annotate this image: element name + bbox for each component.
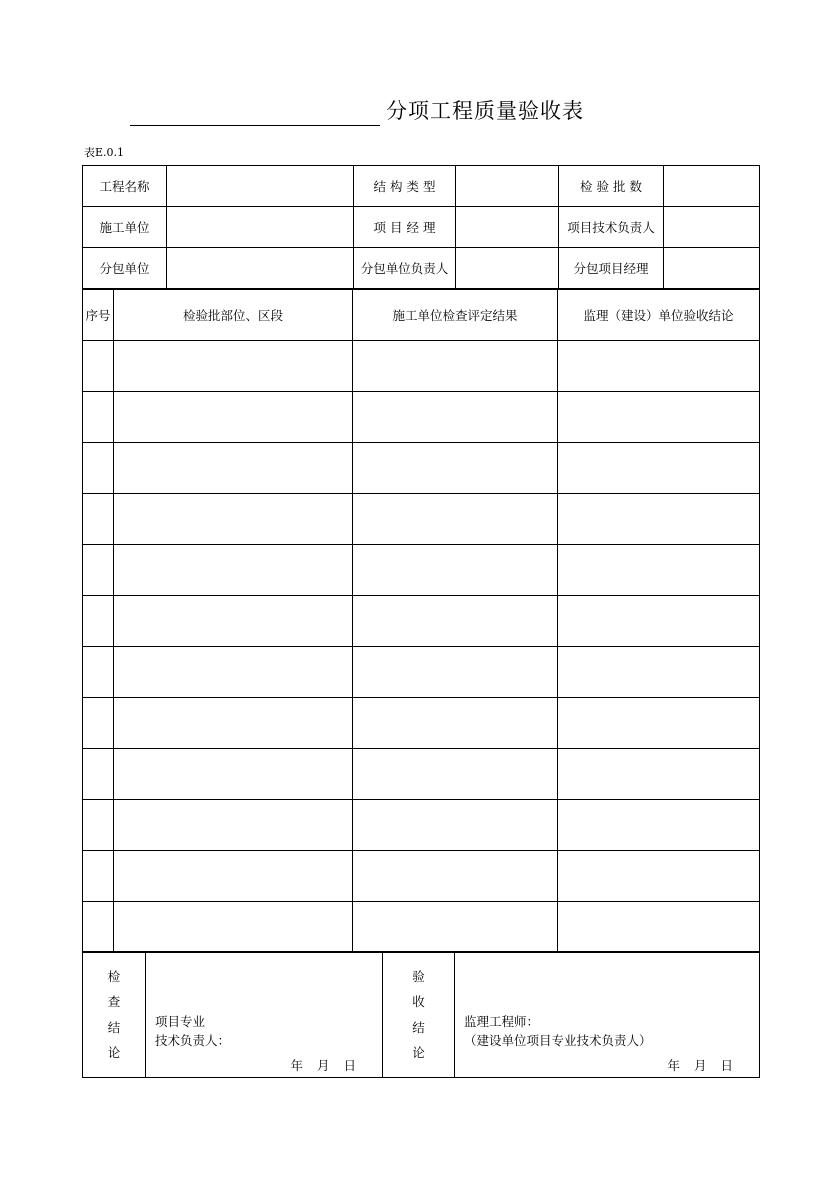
row-location-cell[interactable] xyxy=(114,443,353,494)
row-location-cell[interactable] xyxy=(114,851,353,902)
structure-type-label: 结 构 类 型 xyxy=(354,166,456,207)
row-conclusion-cell[interactable] xyxy=(558,494,760,545)
subcontractor-label: 分包单位 xyxy=(83,248,167,289)
acceptance-conclusion-field[interactable] xyxy=(455,952,760,1078)
table-header-row xyxy=(83,290,760,341)
row-conclusion-cell[interactable] xyxy=(558,749,760,800)
row-result-cell[interactable] xyxy=(353,749,558,800)
row-conclusion-cell[interactable] xyxy=(558,647,760,698)
structure-type-field[interactable] xyxy=(456,166,559,207)
table-row xyxy=(83,494,760,545)
subcontractor-lead-label: 分包单位负责人 xyxy=(354,248,456,289)
row-index-cell[interactable] xyxy=(83,800,114,851)
form-code: 表E.0.1 xyxy=(84,146,125,159)
row-location-cell[interactable] xyxy=(114,698,353,749)
row-index-cell[interactable] xyxy=(83,545,114,596)
tech-lead-field[interactable] xyxy=(664,207,760,248)
row-index-cell[interactable] xyxy=(83,341,114,392)
row-result-cell[interactable] xyxy=(353,800,558,851)
table-row xyxy=(83,443,760,494)
right-date: 年 月 日 xyxy=(667,1058,733,1073)
check-char: 结 xyxy=(107,1019,121,1035)
project-manager-label: 项 目 经 理 xyxy=(354,207,456,248)
row-index-cell[interactable] xyxy=(83,494,114,545)
row-index-cell[interactable] xyxy=(83,392,114,443)
page-title: 分项工程质量验收表 xyxy=(386,99,584,123)
col-header-supervisor-conclusion: 监理（建设）单位验收结论 xyxy=(558,290,760,341)
row-index-cell[interactable] xyxy=(83,902,114,953)
row-result-cell[interactable] xyxy=(353,494,558,545)
check-conclusion-label xyxy=(83,952,146,1078)
subcontractor-field[interactable] xyxy=(167,248,354,289)
conclusion-table xyxy=(82,951,760,1078)
batch-count-field[interactable] xyxy=(664,166,760,207)
project-name-label: 工程名称 xyxy=(83,166,167,207)
left-signature-line2: 技术负责人： xyxy=(155,1033,231,1048)
sub-project-manager-field[interactable] xyxy=(664,248,760,289)
table-row xyxy=(83,698,760,749)
table-row xyxy=(83,902,760,953)
table-row xyxy=(83,800,760,851)
check-char: 查 xyxy=(107,994,121,1009)
row-index-cell[interactable] xyxy=(83,596,114,647)
row-conclusion-cell[interactable] xyxy=(558,851,760,902)
row-conclusion-cell[interactable] xyxy=(558,698,760,749)
row-location-cell[interactable] xyxy=(114,902,353,953)
right-signature-line1: 监理工程师： xyxy=(464,1014,540,1029)
row-result-cell[interactable] xyxy=(353,902,558,953)
check-conclusion-field[interactable] xyxy=(146,952,383,1078)
row-conclusion-cell[interactable] xyxy=(558,596,760,647)
row-conclusion-cell[interactable] xyxy=(558,443,760,494)
table-row xyxy=(83,749,760,800)
left-signature-line1: 项目专业 xyxy=(155,1014,206,1029)
check-char: 检 xyxy=(107,968,121,984)
accept-char: 论 xyxy=(412,1045,425,1060)
accept-char: 验 xyxy=(412,968,425,984)
table-row xyxy=(83,392,760,443)
project-manager-field[interactable] xyxy=(456,207,559,248)
left-date: 年 月 日 xyxy=(290,1058,356,1073)
row-index-cell[interactable] xyxy=(83,698,114,749)
table-row xyxy=(83,596,760,647)
row-location-cell[interactable] xyxy=(114,392,353,443)
subcontractor-lead-field[interactable] xyxy=(456,248,559,289)
row-result-cell[interactable] xyxy=(353,545,558,596)
col-header-contractor-result: 施工单位检查评定结果 xyxy=(353,290,558,341)
title-block xyxy=(130,96,584,126)
row-location-cell[interactable] xyxy=(114,800,353,851)
row-conclusion-cell[interactable] xyxy=(558,545,760,596)
table-row xyxy=(83,647,760,698)
table-row xyxy=(83,341,760,392)
inspection-table xyxy=(82,289,760,953)
sub-project-manager-label: 分包项目经理 xyxy=(559,248,664,289)
row-location-cell[interactable] xyxy=(114,545,353,596)
row-result-cell[interactable] xyxy=(353,392,558,443)
check-char: 论 xyxy=(107,1045,121,1060)
construction-unit-label: 施工单位 xyxy=(83,207,167,248)
row-location-cell[interactable] xyxy=(114,341,353,392)
row-conclusion-cell[interactable] xyxy=(558,392,760,443)
accept-char: 结 xyxy=(412,1019,425,1035)
col-header-index: 序号 xyxy=(83,290,114,341)
row-location-cell[interactable] xyxy=(114,647,353,698)
right-signature-line2: （建设单位项目专业技术负责人） xyxy=(464,1033,652,1048)
row-index-cell[interactable] xyxy=(83,851,114,902)
row-location-cell[interactable] xyxy=(114,596,353,647)
project-name-underline[interactable] xyxy=(130,97,380,126)
accept-char: 收 xyxy=(412,994,425,1009)
row-location-cell[interactable] xyxy=(114,749,353,800)
row-conclusion-cell[interactable] xyxy=(558,341,760,392)
construction-unit-field[interactable] xyxy=(167,207,354,248)
project-name-field[interactable] xyxy=(167,166,354,207)
row-result-cell[interactable] xyxy=(353,341,558,392)
row-result-cell[interactable] xyxy=(353,596,558,647)
row-conclusion-cell[interactable] xyxy=(558,902,760,953)
acceptance-conclusion-label xyxy=(383,952,455,1078)
row-index-cell[interactable] xyxy=(83,749,114,800)
row-location-cell[interactable] xyxy=(114,494,353,545)
row-result-cell[interactable] xyxy=(353,698,558,749)
row-result-cell[interactable] xyxy=(353,443,558,494)
tech-lead-label: 项目技术负责人 xyxy=(559,207,664,248)
row-index-cell[interactable] xyxy=(83,647,114,698)
table-row xyxy=(83,545,760,596)
row-result-cell[interactable] xyxy=(353,851,558,902)
row-conclusion-cell[interactable] xyxy=(558,800,760,851)
col-header-batch-location: 检验批部位、区段 xyxy=(114,290,353,341)
row-index-cell[interactable] xyxy=(83,443,114,494)
batch-count-label: 检 验 批 数 xyxy=(559,166,664,207)
table-row xyxy=(83,851,760,902)
row-result-cell[interactable] xyxy=(353,647,558,698)
header-table xyxy=(82,165,760,289)
